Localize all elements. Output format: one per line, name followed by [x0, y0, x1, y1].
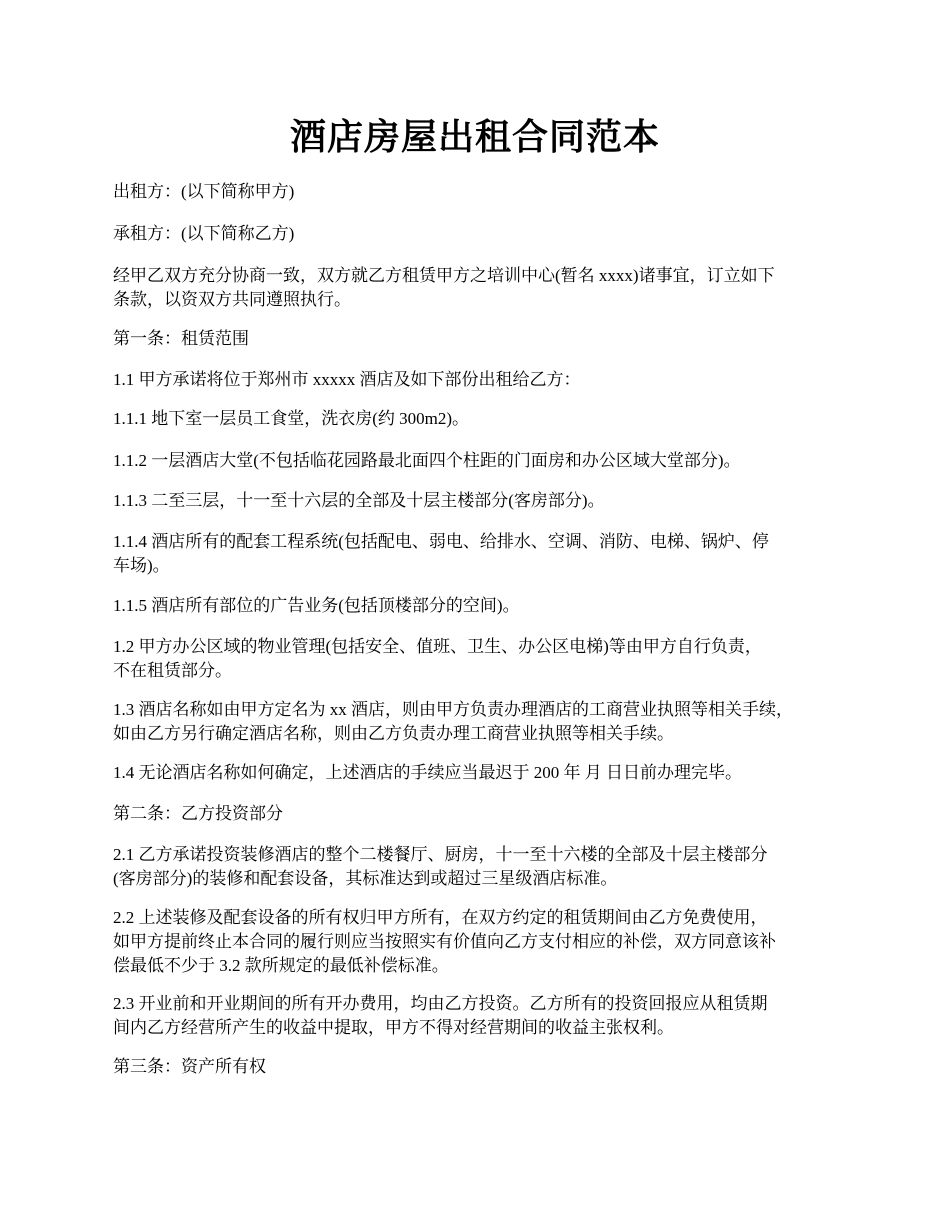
- paragraph-1-4: 1.4 无论酒店名称如何确定，上述酒店的手续应当最迟于 200 年 月 日日前办理完毕。: [113, 763, 742, 782]
- paragraph-lessor: 出租方：(以下简称甲方): [113, 182, 295, 201]
- heading-article-1: 第一条：租赁范围: [113, 329, 249, 348]
- paragraph-1-1: 1.1 甲方承诺将位于郑州市 xxxxx 酒店及如下部份出租给乙方：: [113, 370, 581, 389]
- paragraph-lessee: 承租方：(以下简称乙方): [113, 224, 295, 243]
- paragraph-2-1: 2.1 乙方承诺投资装修酒店的整个二楼餐厅、厨房，十一至十六楼的全部及十层主楼部分 (客房部分)的装修和配套设备，其标准达到或超过三星级酒店标准。: [113, 845, 768, 888]
- paragraph-preamble: 经甲乙双方充分协商一致，双方就乙方租赁甲方之培训中心(暂名 xxxx)诸事宜，订立如下 条款，以资双方共同遵照执行。: [113, 266, 775, 309]
- paragraph-1-1-3: 1.1.3 二至三层，十一至十六层的全部及十层主楼部分(客房部分)。: [113, 491, 605, 510]
- document-title: 酒店房屋出租合同范本: [289, 117, 660, 157]
- paragraph-2-2: 2.2 上述装修及配套设备的所有权归甲方所有，在双方约定的租赁期间由乙方免费使用， 如甲方提前终止本合同的履行则应当按照实有价值向乙方支付相应的补偿，双方同意该补 偿最低不少于 3.2 款所规定的最低补偿标准。: [113, 908, 776, 975]
- heading-article-3: 第三条：资产所有权: [113, 1057, 266, 1076]
- paragraph-1-1-5: 1.1.5 酒店所有部位的广告业务(包括顶楼部分的空间)。: [113, 596, 520, 615]
- heading-article-2: 第二条：乙方投资部分: [113, 804, 283, 823]
- paragraph-1-2: 1.2 甲方办公区域的物业管理(包括安全、值班、卫生、办公区电梯)等由甲方自行负责， 不在租赁部分。: [113, 637, 762, 680]
- paragraph-1-1-2: 1.1.2 一层酒店大堂(不包括临花园路最北面四个柱距的门面房和办公区域大堂部分)。: [113, 451, 741, 470]
- paragraph-1-1-4: 1.1.4 酒店所有的配套工程系统(包括配电、弱电、给排水、空调、消防、电梯、锅炉、停 车场)。: [113, 532, 769, 575]
- paragraph-1-1-1: 1.1.1 地下室一层员工食堂，洗衣房(约 300m2)。: [113, 409, 470, 428]
- paragraph-1-3: 1.3 酒店名称如由甲方定名为 xx 酒店，则由甲方负责办理酒店的工商营业执照等相关手续， 如由乙方另行确定酒店名称，则由乙方负责办理工商营业执照等相关手续。: [113, 700, 793, 743]
- paragraph-2-3: 2.3 开业前和开业期间的所有开办费用，均由乙方投资。乙方所有的投资回报应从租赁期 间内乙方经营所产生的收益中提取，甲方不得对经营期间的收益主张权利。: [113, 994, 768, 1037]
